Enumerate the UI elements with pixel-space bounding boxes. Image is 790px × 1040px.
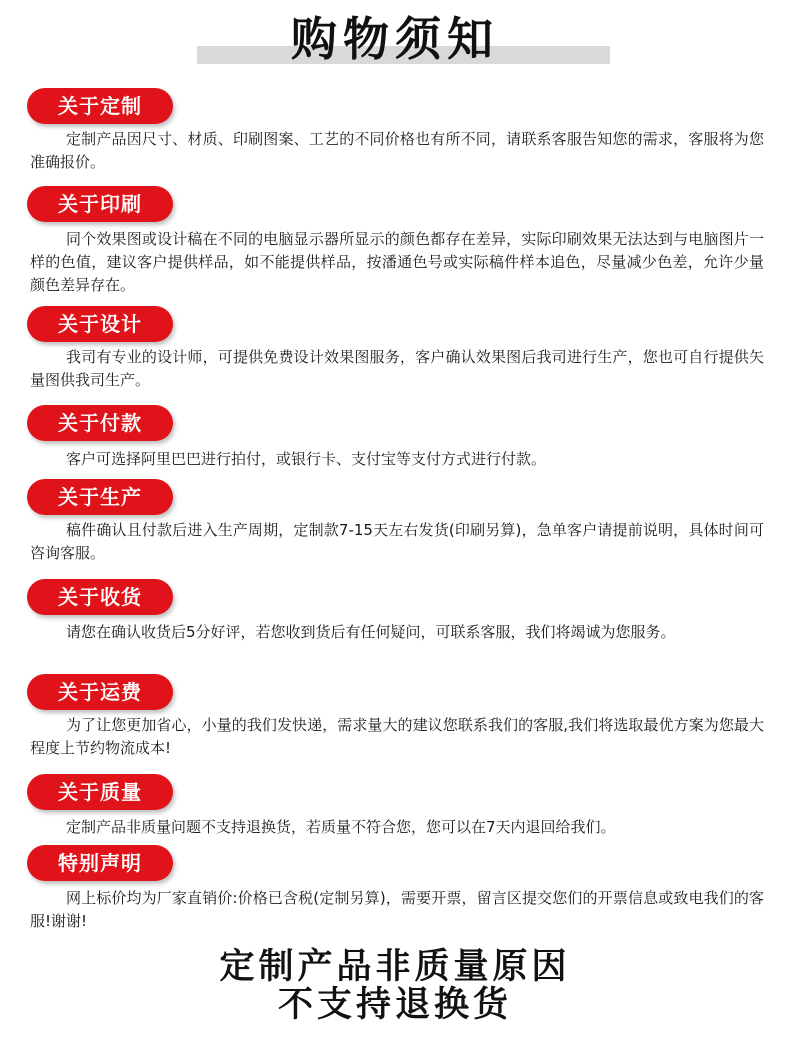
section-tag — [27, 674, 173, 710]
section-body-text: 稿件确认且付款后进入生产周期，定制款7-15天左右发货(印刷另算)，急单客户请提前说明，具体时间可咨询客服。 — [30, 521, 764, 562]
section-tag-label: 关于定制 — [58, 94, 142, 118]
section-tag — [27, 306, 173, 342]
footer-notice-line1: 定制产品非质量原因 — [219, 947, 571, 987]
section-body-text: 请您在确认收货后5分好评，若您收到货后有任何疑问，可联系客服，我们将竭诚为您服务。 — [66, 623, 676, 641]
section-tag-label: 关于收货 — [58, 585, 142, 609]
section-tag-label: 关于设计 — [58, 312, 142, 336]
section-tag — [27, 88, 173, 124]
footer-notice-line2: 不支持退换货 — [277, 985, 512, 1025]
section-tag — [27, 405, 173, 441]
section-tag — [27, 479, 173, 515]
section-tag-label: 关于运费 — [58, 680, 142, 704]
section-body-text: 定制产品因尺寸、材质、印刷图案、工艺的不同价格也有所不同，请联系客服告知您的需求，客服将为您准确报价。 — [30, 130, 764, 171]
section-tag-label: 关于印刷 — [58, 192, 142, 216]
section-tag-label: 关于质量 — [58, 780, 142, 804]
section-tag-label: 关于付款 — [58, 411, 142, 435]
section-tag — [27, 186, 173, 222]
section-body-text: 同个效果图或设计稿在不同的电脑显示器所显示的颜色都存在差异，实际印刷效果无法达到与电脑图片一样的色值，建议客户提供样品，如不能提供样品，按潘通色号或实际稿件样本追色，尽量减少色差，允许少量颜色差异存在。 — [30, 230, 764, 294]
section-body-text: 客户可选择阿里巴巴进行拍付，或银行卡、支付宝等支付方式进行付款。 — [66, 450, 547, 468]
section-tag — [27, 579, 173, 615]
page-title: 购物须知 — [291, 12, 499, 66]
section-body-text: 网上标价均为厂家直销价:价格已含税(定制另算)，需要开票，留言区提交您们的开票信息或致电我们的客服!谢谢! — [30, 889, 764, 930]
section-tag-label: 关于生产 — [58, 485, 142, 509]
page-header — [0, 0, 790, 80]
section-body-text: 我司有专业的设计师，可提供免费设计效果图服务，客户确认效果图后我司进行生产，您也可自行提供矢量图供我司生产。 — [30, 348, 764, 389]
section-body-text: 为了让您更加省心，小量的我们发快递，需求量大的建议您联系我们的客服,我们将选取最优方案为您最大程度上节约物流成本! — [30, 716, 764, 757]
section-tag-label: 特别声明 — [58, 851, 142, 875]
section-tag — [27, 845, 173, 881]
section-body-text: 定制产品非质量问题不支持退换货，若质量不符合您，您可以在7天内退回给我们。 — [66, 818, 616, 836]
section-tag — [27, 774, 173, 810]
